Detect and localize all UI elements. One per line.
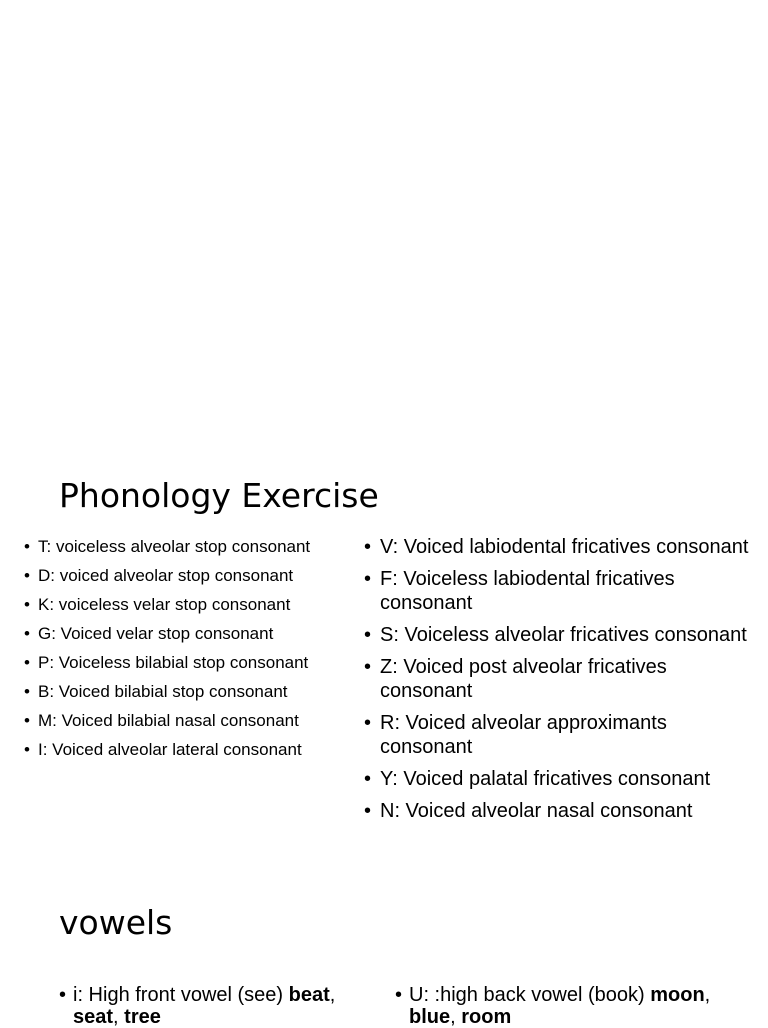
vowel-description: i: High front vowel (see) [73, 984, 289, 1006]
right-vowel-list [395, 984, 735, 1028]
list-item-text: • T: voiceless alveolar stop consonant [38, 537, 311, 556]
list-item-text: • G: Voiced velar stop consonant [38, 624, 274, 643]
slide-title: vowels [59, 903, 173, 942]
list-item-text: • K: voiceless velar stop consonant [38, 595, 291, 614]
list-item: • U: :high back vowel (book) moon, blue, room [395, 984, 735, 1028]
list-item-text: • P: Voiceless bilabial stop consonant [38, 653, 309, 672]
list-item [22, 738, 357, 761]
list-item [362, 567, 762, 615]
list-item [22, 593, 357, 616]
right-consonant-list [362, 535, 762, 831]
list-item-text: • N: Voiced alveolar nasal consonant [380, 800, 693, 822]
list-item [22, 564, 357, 587]
example-word: moon [650, 984, 705, 1006]
list-item-text: • R: Voiced alveolar approximants consonant [380, 712, 667, 758]
list-item [362, 799, 762, 823]
vowel-description: U: :high back vowel (book) [409, 984, 651, 1006]
list-item-text: • I: Voiced alveolar lateral consonant [38, 740, 302, 759]
list-item [22, 680, 357, 703]
list-item [362, 623, 762, 647]
list-item-text: • F: Voiceless labiodental fricatives consonant [380, 568, 675, 614]
left-consonant-list [22, 535, 357, 767]
list-item [362, 535, 762, 559]
list-item-text: • Y: Voiced palatal fricatives consonant [380, 768, 711, 790]
list-item-text: • M: Voiced bilabial nasal consonant [38, 711, 299, 730]
list-item [362, 767, 762, 791]
example-word: beat [288, 984, 330, 1006]
list-item-text: • S: Voiceless alveolar fricatives consonant [380, 624, 747, 646]
list-item [362, 655, 762, 703]
example-word: tree [124, 1006, 161, 1028]
left-vowel-list [59, 984, 359, 1028]
list-item [22, 622, 357, 645]
list-item-text: • Z: Voiced post alveolar fricatives consonant [380, 656, 667, 702]
list-item [22, 535, 357, 558]
list-item: • i: High front vowel (see) beat, seat, tree [59, 984, 359, 1028]
list-item [22, 651, 357, 674]
list-item [362, 711, 762, 759]
list-item-text: • B: Voiced bilabial stop consonant [38, 682, 288, 701]
list-item [22, 709, 357, 732]
slide-title: Phonology Exercise [59, 476, 379, 515]
example-word: seat [73, 1006, 114, 1028]
list-item-text: • D: voiced alveolar stop consonant [38, 566, 294, 585]
example-word: room [461, 1006, 512, 1028]
list-item-text: • V: Voiced labiodental fricatives consonant [380, 536, 749, 558]
example-word: blue [409, 1006, 451, 1028]
